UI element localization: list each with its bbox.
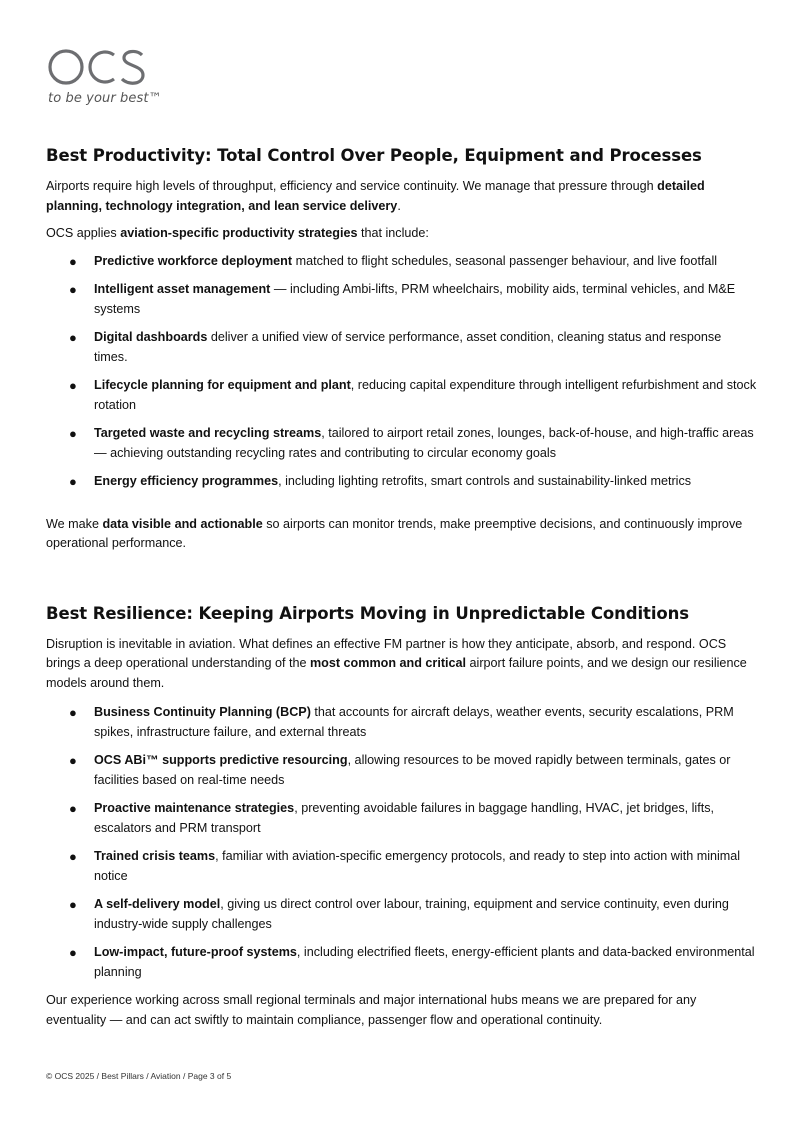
list-item: ● A self-delivery model, giving us direct control over labour, training, equipment and service continuity, even during industry-wide supply challenges [69,897,729,931]
list-item: ● Digital dashboards deliver a unified view of service performance, asset condition, cleaning status and response times. [69,330,722,364]
bullet-icon: ● [69,705,77,720]
bullet-icon: ● [69,330,77,345]
list-item: ● Low-impact, future-proof systems, including electrified fleets, energy-efficient plants and data-backed environmental planning [69,945,755,979]
page-footer: © OCS 2025 / Best Pillars / Aviation / Page 3 of 5 [46,1071,232,1081]
bullet-icon: ● [69,849,77,864]
list-item: ● Trained crisis teams, familiar with aviation-specific emergency protocols, and ready to step into action with minimal notice [69,849,741,883]
paragraph: Disruption is inevitable in aviation. What defines an effective FM partner is how they anticipate, absorb, and respond. OCS brings a deep operational understanding of the most common and critical airport failure points, and we design our resilience models around them. [46,636,747,690]
list-item: ● Predictive workforce deployment matched to flight schedules, seasonal passenger behaviour, and live footfall [46,252,758,272]
section-heading: Best Productivity: Total Control Over People, Equipment and Processes [46,146,702,165]
bullet-icon: ● [69,253,77,269]
bullet-icon: ● [69,378,77,393]
list-item: ● Proactive maintenance strategies, preventing avoidable failures in baggage handling, HVAC, jet bridges, lifts, escalators and PRM transport [69,801,715,835]
bullet-icon: ● [69,282,77,297]
paragraph: Airports require high levels of throughput, efficiency and service continuity. We manage that pressure through detailed planning, technology integration, and lean service delivery. [46,179,705,213]
resilience-section [46,604,758,1031]
bullet-icon: ● [69,474,77,489]
bullet-icon: ● [69,801,77,816]
section-heading: Best Resilience: Keeping Airports Moving in Unpredictable Conditions [46,603,689,623]
list-item: ● Targeted waste and recycling streams, tailored to airport retail zones, lounges, back-of-house, and high-traffic areas — achieving outstanding recycling rates and contributing to circular economy goals [69,426,754,460]
list-item: ● Energy efficiency programmes, including lighting retrofits, smart controls and sustainability-linked metrics [46,472,758,492]
list-item: ● Intelligent asset management — including Ambi-lifts, PRM wheelchairs, mobility aids, terminal vehicles, and M&E systems [69,282,736,316]
logo-tagline: to be your best™ [48,91,162,106]
bullet-list [46,252,758,492]
bullet-icon: ● [69,426,77,441]
productivity-section [46,146,758,554]
bullet-icon: ● [69,897,77,912]
list-item: ● Business Continuity Planning (BCP) that accounts for aircraft delays, weather events, security escalations, PRM spikes, infrastructure failure, and external threats [69,705,734,739]
paragraph: We make data visible and actionable so airports can monitor trends, make preemptive decisions, and continuously improve operational performance. [46,516,743,550]
list-item: ● OCS ABi™ supports predictive resourcing, allowing resources to be moved rapidly between terminals, gates or facilities based on real-time needs [69,753,731,787]
bullet-icon: ● [69,945,77,960]
page-content [46,146,758,1038]
bullet-list [46,703,758,982]
list-item: ● Lifecycle planning for equipment and plant, reducing capital expenditure through intelligent refurbishment and stock rotation [69,378,757,412]
bullet-icon: ● [69,753,77,768]
paragraph: Our experience working across small regional terminals and major international hubs means we are prepared for any eventuality — and can act swiftly to maintain compliance, passenger flow and operational continuity. [46,993,697,1027]
paragraph: OCS applies aviation-specific productivity strategies that include: [46,226,429,240]
